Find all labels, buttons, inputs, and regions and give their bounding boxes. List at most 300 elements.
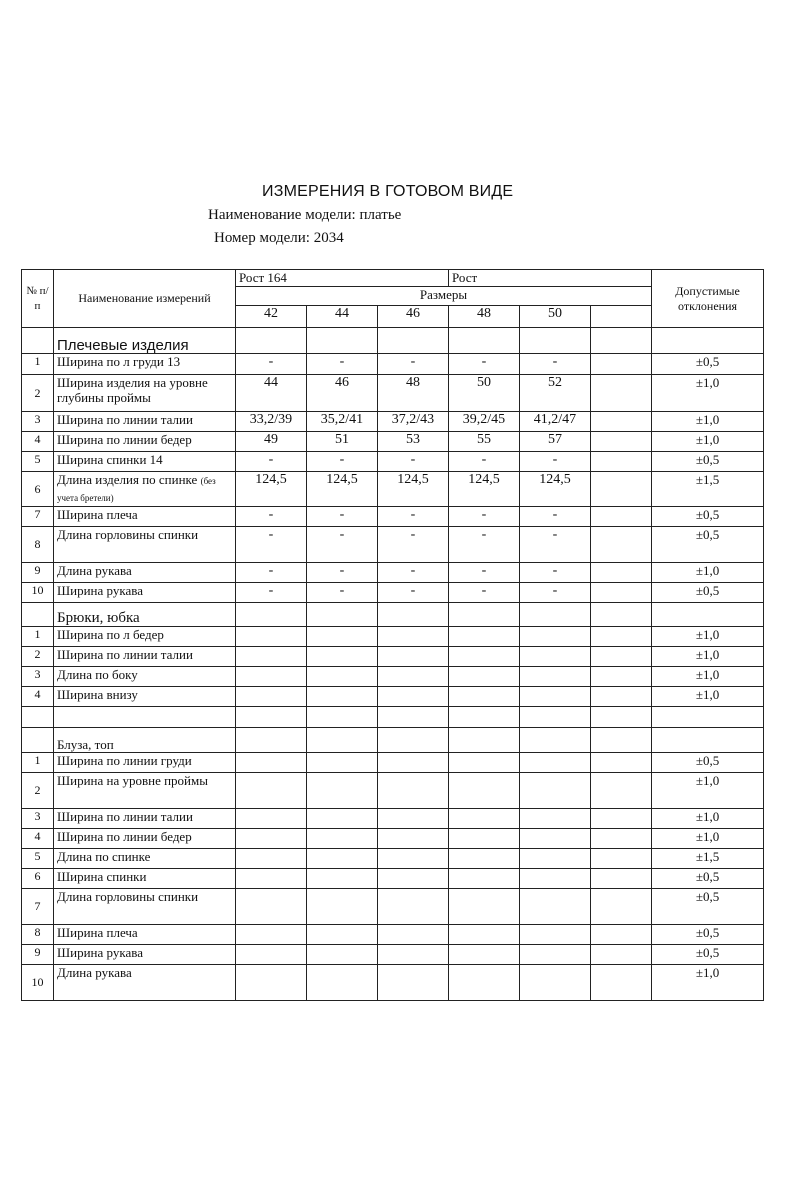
measurement-name: [54, 412, 236, 432]
measurement-name-text: Ширина рукава: [57, 945, 143, 960]
size-value: [449, 965, 520, 1001]
row-number: 4: [22, 829, 54, 849]
size-value: [449, 707, 520, 728]
tolerance-value: ±1,0: [652, 563, 764, 583]
size-value: [236, 667, 307, 687]
tolerance-value: ±0,5: [652, 583, 764, 603]
size-value: [591, 527, 652, 563]
size-value: [520, 753, 591, 773]
size-value: [307, 753, 378, 773]
size-value: [378, 707, 449, 728]
tolerance-value: ±0,5: [652, 507, 764, 527]
size-value: [307, 667, 378, 687]
size-value: 124,5: [236, 472, 307, 507]
measurement-name: [54, 889, 236, 925]
row-number: 7: [22, 507, 54, 527]
size-value: 124,5: [520, 472, 591, 507]
measurement-name: [54, 773, 236, 809]
size-value: [307, 773, 378, 809]
measurement-name-text: Ширина плеча: [57, 925, 138, 940]
section-title: Плечевые изделия: [54, 328, 236, 354]
size-value: -: [378, 527, 449, 563]
measurements-table: [21, 269, 764, 1001]
table-row: [22, 627, 764, 647]
measurement-name-text: Длина рукава: [57, 965, 132, 980]
measurement-name: [54, 432, 236, 452]
size-value: [449, 647, 520, 667]
row-number: 2: [22, 647, 54, 667]
measurement-name-text: Длина горловины спинки: [57, 889, 199, 904]
empty-cell: [307, 603, 378, 627]
table-row: [22, 707, 764, 728]
empty-cell: [236, 328, 307, 354]
row-number: 5: [22, 452, 54, 472]
measurement-name: [54, 354, 236, 375]
size-value: [378, 753, 449, 773]
size-value: -: [449, 354, 520, 375]
size-value: [236, 647, 307, 667]
size-value: -: [520, 527, 591, 563]
measurement-name: [54, 829, 236, 849]
size-value: [520, 667, 591, 687]
size-value: [307, 945, 378, 965]
row-number: 8: [22, 527, 54, 563]
measurement-name: [54, 687, 236, 707]
header-height-1: Рост 164: [236, 270, 449, 287]
size-value: -: [378, 583, 449, 603]
size-value: [378, 889, 449, 925]
size-value: [591, 869, 652, 889]
row-number: 10: [22, 965, 54, 1001]
size-value: [591, 707, 652, 728]
tolerance-value: ±0,5: [652, 869, 764, 889]
size-value: [591, 647, 652, 667]
model-name: Наименование модели: платье: [208, 207, 402, 223]
measurement-name-text: Длина по спинке: [57, 849, 151, 864]
measurement-name-text: Ширина по линии груди: [57, 753, 192, 768]
header-size: 50: [520, 306, 591, 328]
empty-cell: [307, 728, 378, 753]
size-value: 49: [236, 432, 307, 452]
header-size: 48: [449, 306, 520, 328]
size-value: [378, 647, 449, 667]
size-value: [378, 945, 449, 965]
size-value: -: [236, 452, 307, 472]
measurement-name-text: Ширина изделия на уровне глубины проймы: [57, 375, 208, 405]
tolerance-value: ±1,0: [652, 829, 764, 849]
size-value: [307, 849, 378, 869]
size-value: [591, 849, 652, 869]
size-value: [591, 965, 652, 1001]
header-size: 44: [307, 306, 378, 328]
row-number: 1: [22, 354, 54, 375]
size-value: [591, 563, 652, 583]
size-value: [307, 647, 378, 667]
size-value: [378, 965, 449, 1001]
model-number: Номер модели: 2034: [214, 230, 344, 246]
row-number: 3: [22, 809, 54, 829]
header-size: [591, 306, 652, 328]
size-value: 37,2/43: [378, 412, 449, 432]
header-name: Наименование измерений: [54, 270, 236, 328]
size-value: -: [307, 354, 378, 375]
measurement-name: [54, 583, 236, 603]
size-value: [520, 647, 591, 667]
tolerance-value: ±1,0: [652, 773, 764, 809]
header-num: № п/ п: [22, 270, 54, 328]
row-number: 2: [22, 773, 54, 809]
table-row: [22, 849, 764, 869]
table-row: [22, 432, 764, 452]
size-value: -: [236, 527, 307, 563]
tolerance-value: ±1,0: [652, 647, 764, 667]
tolerance-value: ±1,0: [652, 627, 764, 647]
header-tolerance: Допустимые отклонения: [652, 270, 764, 328]
size-value: -: [449, 583, 520, 603]
measurement-name: [54, 472, 236, 507]
size-value: -: [307, 583, 378, 603]
size-value: [236, 809, 307, 829]
size-value: 52: [520, 375, 591, 412]
measurement-name: [54, 452, 236, 472]
size-value: 124,5: [378, 472, 449, 507]
size-value: -: [307, 563, 378, 583]
measurement-name: [54, 849, 236, 869]
size-value: [591, 432, 652, 452]
measurement-name-text: Ширина по линии талии: [57, 412, 193, 427]
size-value: [520, 627, 591, 647]
size-value: -: [307, 527, 378, 563]
size-value: [378, 809, 449, 829]
measurement-name-text: Ширина по линии талии: [57, 809, 193, 824]
measurement-name: [54, 707, 236, 728]
size-value: -: [449, 563, 520, 583]
size-value: -: [449, 507, 520, 527]
size-value: [378, 829, 449, 849]
table-row: [22, 375, 764, 412]
tolerance-value: ±1,5: [652, 472, 764, 507]
size-value: [236, 829, 307, 849]
size-value: [520, 687, 591, 707]
size-value: [449, 945, 520, 965]
size-value: -: [236, 583, 307, 603]
size-value: [591, 945, 652, 965]
table-row: [22, 773, 764, 809]
empty-cell: [378, 728, 449, 753]
size-value: [307, 687, 378, 707]
measurement-name-text: Ширина по линии бедер: [57, 432, 192, 447]
tolerance-value: ±1,5: [652, 849, 764, 869]
size-value: [378, 667, 449, 687]
size-value: -: [449, 527, 520, 563]
tolerance-value: ±1,0: [652, 687, 764, 707]
empty-cell: [236, 728, 307, 753]
size-value: [378, 627, 449, 647]
tolerance-value: ±0,5: [652, 753, 764, 773]
size-value: 50: [449, 375, 520, 412]
tolerance-value: ±0,5: [652, 354, 764, 375]
size-value: [307, 889, 378, 925]
row-number: 1: [22, 753, 54, 773]
measurement-name-text: Ширина по линии бедер: [57, 829, 192, 844]
table-row: [22, 667, 764, 687]
measurement-name-text: Длина горловины спинки: [57, 527, 199, 542]
size-value: [449, 773, 520, 809]
empty-cell: [236, 603, 307, 627]
size-value: [520, 869, 591, 889]
table-row: [22, 965, 764, 1001]
size-value: [449, 627, 520, 647]
empty-cell: [520, 328, 591, 354]
size-value: [520, 889, 591, 925]
table-row: [22, 452, 764, 472]
table-row: [22, 472, 764, 507]
size-value: [591, 925, 652, 945]
row-number: 7: [22, 889, 54, 925]
size-value: [591, 773, 652, 809]
table-row: [22, 925, 764, 945]
size-value: 46: [307, 375, 378, 412]
tolerance-value: ±0,5: [652, 527, 764, 563]
size-value: 124,5: [307, 472, 378, 507]
size-value: [307, 627, 378, 647]
table-row: [22, 527, 764, 563]
empty-cell: [591, 328, 652, 354]
measurement-name: [54, 627, 236, 647]
size-value: [236, 773, 307, 809]
size-value: [591, 809, 652, 829]
size-value: [591, 829, 652, 849]
table-row: [22, 647, 764, 667]
size-value: [236, 925, 307, 945]
size-value: [591, 375, 652, 412]
table-row: [22, 753, 764, 773]
row-number: 4: [22, 687, 54, 707]
size-value: -: [378, 507, 449, 527]
empty-cell: [449, 728, 520, 753]
measurement-name-text: Ширина по линии талии: [57, 647, 193, 662]
size-value: [236, 889, 307, 925]
tolerance-value: ±0,5: [652, 925, 764, 945]
table-row: [22, 889, 764, 925]
size-value: -: [520, 583, 591, 603]
empty-cell: [520, 728, 591, 753]
size-value: -: [520, 507, 591, 527]
section-num-empty: [22, 728, 54, 753]
tolerance-value: ±0,5: [652, 889, 764, 925]
empty-cell: [520, 603, 591, 627]
size-value: [236, 965, 307, 1001]
measurement-name: [54, 925, 236, 945]
header-sizes-label: Размеры: [236, 287, 652, 306]
measurement-name: [54, 375, 236, 412]
size-value: -: [378, 563, 449, 583]
size-value: [449, 667, 520, 687]
header-size: 42: [236, 306, 307, 328]
size-value: [307, 925, 378, 945]
measurement-name-text: Длина по боку: [57, 667, 138, 682]
row-number: 8: [22, 925, 54, 945]
measurement-name: [54, 527, 236, 563]
measurement-name-text: Длина рукава: [57, 563, 132, 578]
row-number: 2: [22, 375, 54, 412]
size-value: [591, 627, 652, 647]
row-number: 6: [22, 869, 54, 889]
measurement-name: [54, 809, 236, 829]
empty-cell: [378, 328, 449, 354]
measurement-name-text: Ширина на уровне проймы: [57, 773, 208, 788]
size-value: -: [520, 354, 591, 375]
measurement-name: [54, 965, 236, 1001]
size-value: [520, 965, 591, 1001]
size-value: [591, 412, 652, 432]
size-value: [520, 945, 591, 965]
size-value: [307, 869, 378, 889]
size-value: [378, 925, 449, 945]
size-value: 48: [378, 375, 449, 412]
measurement-name: [54, 563, 236, 583]
size-value: [378, 773, 449, 809]
size-value: [591, 583, 652, 603]
tolerance-value: ±1,0: [652, 809, 764, 829]
row-number: 1: [22, 627, 54, 647]
measurement-name-text: Ширина спинки 14: [57, 452, 163, 467]
empty-cell: [449, 328, 520, 354]
size-value: -: [378, 354, 449, 375]
measurement-name: [54, 869, 236, 889]
row-number: 3: [22, 667, 54, 687]
header-height-2: Рост: [449, 270, 652, 287]
section-num-empty: [22, 603, 54, 627]
section-title: Блуза, топ: [54, 728, 236, 753]
size-value: -: [236, 507, 307, 527]
size-value: [236, 707, 307, 728]
tolerance-value: ±1,0: [652, 965, 764, 1001]
size-value: [591, 889, 652, 925]
measurement-name-text: Ширина внизу: [57, 687, 138, 702]
measurement-name-text: Ширина рукава: [57, 583, 143, 598]
empty-cell: [652, 328, 764, 354]
table-row: [22, 945, 764, 965]
size-value: [520, 829, 591, 849]
measurement-name-text: Ширина по л бедер: [57, 627, 164, 642]
table-row: [22, 583, 764, 603]
size-value: 124,5: [449, 472, 520, 507]
empty-cell: [591, 728, 652, 753]
row-number: 9: [22, 563, 54, 583]
size-value: [520, 809, 591, 829]
size-value: [236, 869, 307, 889]
tolerance-value: ±1,0: [652, 667, 764, 687]
empty-cell: [307, 328, 378, 354]
header-size: 46: [378, 306, 449, 328]
size-value: 57: [520, 432, 591, 452]
tolerance-value: ±0,5: [652, 452, 764, 472]
size-value: [449, 925, 520, 945]
size-value: [591, 687, 652, 707]
measurement-name-text: Ширина спинки: [57, 869, 147, 884]
size-value: [449, 687, 520, 707]
size-value: [591, 472, 652, 507]
empty-cell: [378, 603, 449, 627]
size-value: [378, 869, 449, 889]
size-value: [307, 707, 378, 728]
measurement-name: [54, 753, 236, 773]
measurement-name-text: Ширина по л груди 13: [57, 354, 181, 369]
table-row: [22, 412, 764, 432]
size-value: 39,2/45: [449, 412, 520, 432]
table-row: [22, 829, 764, 849]
size-value: 44: [236, 375, 307, 412]
table-row: [22, 809, 764, 829]
size-value: [449, 829, 520, 849]
size-value: [378, 687, 449, 707]
size-value: [449, 849, 520, 869]
measurement-name: [54, 945, 236, 965]
section-title: Брюки, юбка: [54, 603, 236, 627]
tolerance-value: ±1,0: [652, 375, 764, 412]
size-value: [591, 354, 652, 375]
size-value: 53: [378, 432, 449, 452]
size-value: 55: [449, 432, 520, 452]
size-value: [591, 667, 652, 687]
row-number: 5: [22, 849, 54, 869]
measurement-name: [54, 667, 236, 687]
size-value: [520, 925, 591, 945]
empty-cell: [591, 603, 652, 627]
table-row: [22, 563, 764, 583]
row-number: 6: [22, 472, 54, 507]
size-value: 51: [307, 432, 378, 452]
size-value: [591, 753, 652, 773]
measurement-name-text: Ширина плеча: [57, 507, 138, 522]
size-value: -: [520, 452, 591, 472]
size-value: 41,2/47: [520, 412, 591, 432]
size-value: [236, 849, 307, 869]
tolerance-value: ±1,0: [652, 412, 764, 432]
row-number: 3: [22, 412, 54, 432]
table-row: [22, 354, 764, 375]
empty-cell: [449, 603, 520, 627]
row-number: 10: [22, 583, 54, 603]
size-value: [236, 687, 307, 707]
size-value: -: [378, 452, 449, 472]
size-value: [449, 753, 520, 773]
size-value: [378, 849, 449, 869]
table-row: [22, 687, 764, 707]
size-value: -: [520, 563, 591, 583]
table-row: [22, 507, 764, 527]
size-value: -: [307, 507, 378, 527]
size-value: [307, 829, 378, 849]
size-value: [520, 707, 591, 728]
tolerance-value: ±1,0: [652, 432, 764, 452]
size-value: [236, 753, 307, 773]
empty-cell: [652, 603, 764, 627]
size-value: [591, 507, 652, 527]
size-value: [236, 627, 307, 647]
document-title: ИЗМЕРЕНИЯ В ГОТОВОМ ВИДЕ: [262, 183, 514, 200]
section-num-empty: [22, 328, 54, 354]
table-row: [22, 869, 764, 889]
measurement-name: [54, 507, 236, 527]
row-number: 9: [22, 945, 54, 965]
size-value: -: [307, 452, 378, 472]
size-value: [449, 889, 520, 925]
size-value: 33,2/39: [236, 412, 307, 432]
size-value: [520, 773, 591, 809]
row-number: 4: [22, 432, 54, 452]
